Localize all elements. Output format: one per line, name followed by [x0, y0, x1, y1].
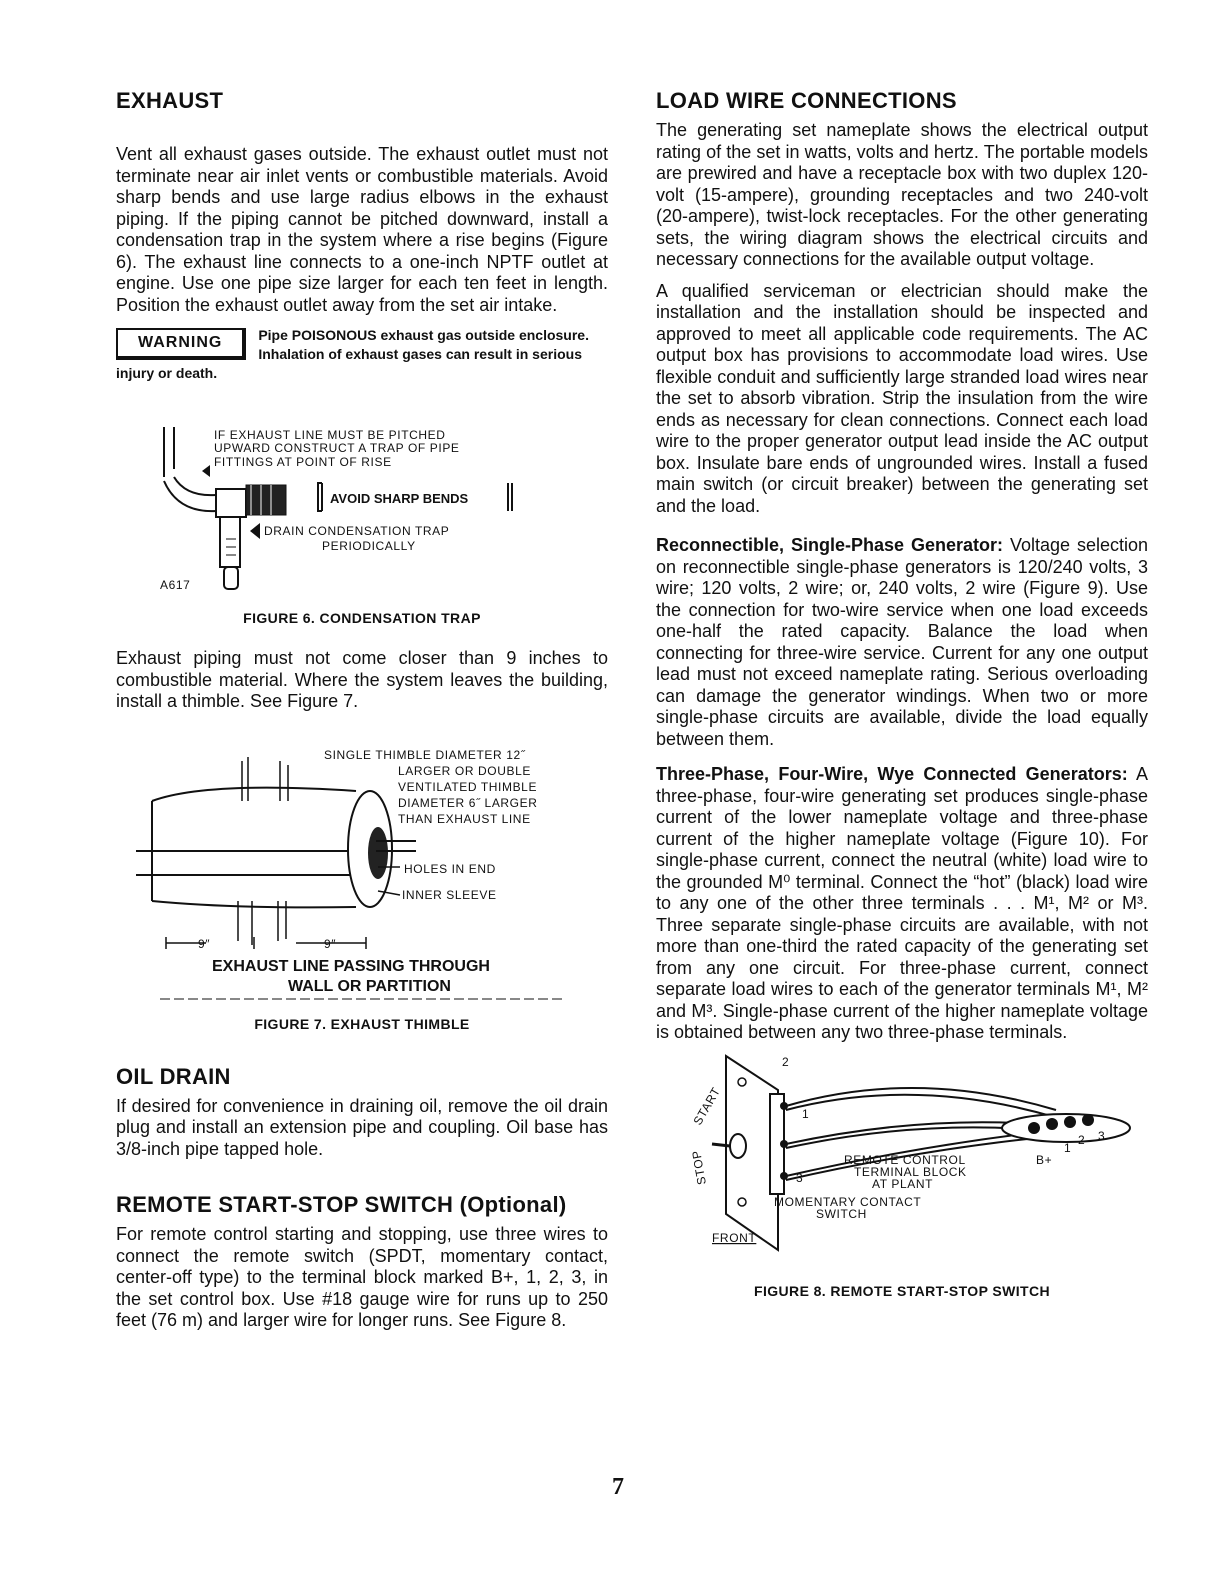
- page-number: 7: [612, 1474, 624, 1500]
- remote-start-stop-heading: REMOTE START-STOP SWITCH (Optional): [116, 1192, 567, 1217]
- single-phase-paragraph: [656, 535, 1148, 750]
- fig6-drain-2: PERIODICALLY: [322, 539, 416, 553]
- three-phase-paragraph: [656, 764, 1148, 1044]
- fig7-label-1: SINGLE THIMBLE DIAMETER 12˝: [324, 747, 526, 762]
- right-column: [656, 88, 1148, 1313]
- fig6-avoid-label: AVOID SHARP BENDS: [330, 491, 469, 506]
- fig8-rc-3: AT PLANT: [872, 1176, 934, 1191]
- load-paragraph-2: A qualified serviceman or electrician should make the installation and the installation should be inspected and approved to meet all applicable code requirements. The AC output box has provisions to accommodate load wires. Use flexible conduit and sufficiently large stranded load wires near the set to absorb vibration. Strip the insulation from the wire ends as necessary for clean connections. Connect each load wire to the proper generator output lead inside the AC output box. Insulate bare ends of ungrounded wires. Install a fused main switch (or circuit breaker) between the generating set and the load.: [656, 280, 1148, 516]
- fig8-rc-2: TERMINAL BLOCK: [854, 1164, 967, 1179]
- fig8-stop-label: STOP: [689, 1148, 709, 1186]
- fig8-term-1: 1: [1064, 1140, 1072, 1155]
- fig8-num-1: 1: [802, 1106, 810, 1121]
- three-phase-lead: Three-Phase, Four-Wire, Wye Connected Generators:: [656, 764, 1128, 784]
- fig8-term-3: 3: [1098, 1128, 1106, 1143]
- fig7-label-3: VENTILATED THIMBLE: [398, 779, 538, 794]
- exhaust-paragraph-2: Exhaust piping must not come closer than 9 inches to combustible material. Where the system leaves the building, install a thimble. See Figure 7.: [116, 648, 608, 711]
- exhaust-heading: EXHAUST: [116, 88, 224, 113]
- fig7-dim-left: 9″: [198, 936, 211, 951]
- fig8-mc-1: MOMENTARY CONTACT: [774, 1194, 922, 1209]
- fig6-label-2: UPWARD CONSTRUCT A TRAP OF PIPE: [214, 441, 460, 455]
- fig7-holes-label: HOLES IN END: [404, 861, 496, 876]
- warning-badge: WARNING: [116, 328, 246, 360]
- remote-switch-diagram: [656, 1054, 1148, 1264]
- fig8-bplus: B+: [1036, 1152, 1053, 1167]
- fig6-label-3: FITTINGS AT POINT OF RISE: [214, 455, 392, 469]
- fig8-term-2: 2: [1078, 1132, 1086, 1147]
- single-phase-lead: Reconnectible, Single-Phase Generator:: [656, 535, 1003, 555]
- fig8-mc-2: SWITCH: [816, 1206, 867, 1221]
- fig6-drain-1: DRAIN CONDENSATION TRAP: [264, 524, 450, 538]
- fig8-front-label: FRONT: [712, 1230, 757, 1245]
- fig6-code: A617: [160, 578, 191, 592]
- load-wire-heading: LOAD WIRE CONNECTIONS: [656, 88, 957, 113]
- figure-6-caption: FIGURE 6. CONDENSATION TRAP: [243, 610, 481, 626]
- exhaust-paragraph: Vent all exhaust gases outside. The exhaust outlet must not terminate near air inlet vents or combustible materials. Avoid sharp bends and use large radius elbows in the exhaust piping. If the piping cannot be pitched downward, install a condensation trap in the system where a rise begins (Figure 6). The exhaust line connects to a one-inch NPTF outlet at engine. Use one pipe size larger for each ten feet in length. Position the exhaust outlet away from the set air intake.: [116, 144, 608, 315]
- load-paragraph-1: The generating set nameplate shows the electrical output rating of the set in watts, volts and hertz. The portable models are prewired and have a receptacle box with two duplex 120-volt (15-ampere), grounding receptacles and two 240-volt (20-ampere), twist-lock receptacles. For the other generating sets, the wiring diagram shows the electrical circuits and necessary connections for the available output voltage.: [656, 120, 1148, 269]
- figure-8-caption: FIGURE 8. REMOTE START-STOP SWITCH: [754, 1282, 1050, 1299]
- fig7-label-2: LARGER OR DOUBLE: [398, 763, 531, 778]
- condensation-trap-diagram: [116, 419, 608, 599]
- warning-text: Pipe POISONOUS exhaust gas outside enclosure. Inhalation of exhaust gases can result in serious injury or death.: [116, 327, 589, 381]
- fig8-num-2: 2: [782, 1054, 790, 1069]
- fig7-title-1: EXHAUST LINE PASSING THROUGH: [212, 957, 490, 975]
- fig8-num-3: 3: [796, 1170, 804, 1185]
- exhaust-thimble-diagram: [116, 741, 608, 1001]
- fig7-dim-right: 9″: [324, 936, 337, 951]
- single-phase-text: Voltage selection on reconnectible single-phase generators is 120/240 volts, 3 wire; 120 volts, 2 wire; or, 240 volts, 2 wire (Figure 9). Use the connection for two-wire service when one load exceeds one-half the rated capacity. Balance the load when connecting for three-wire service. Current for any one output lead must not exceed nameplate rating. Serious overloading can damage the generator windings. When two or more single-phase circuits are available, divide the load equally between them.: [656, 535, 1148, 749]
- figure-7-caption: FIGURE 7. EXHAUST THIMBLE: [254, 1015, 470, 1032]
- fig8-start-label: START: [690, 1084, 724, 1127]
- left-column: [116, 88, 608, 1342]
- fig7-sleeve-label: INNER SLEEVE: [402, 887, 497, 902]
- fig8-rc-1: REMOTE CONTROL: [844, 1152, 966, 1167]
- figure-7: [116, 741, 608, 1032]
- figure-6: [116, 419, 608, 626]
- figure-8: [656, 1054, 1148, 1299]
- warning-box: [116, 326, 608, 383]
- oil-drain-heading: OIL DRAIN: [116, 1063, 231, 1089]
- fig7-label-4: DIAMETER 6˝ LARGER: [398, 795, 538, 810]
- oil-drain-paragraph: If desired for convenience in draining oil, remove the oil drain plug and install an extension pipe and coupling. Oil base has 3/8-inch pipe tapped hole.: [116, 1095, 608, 1159]
- fig6-label-1: IF EXHAUST LINE MUST BE PITCHED: [214, 428, 446, 442]
- fig7-title-2: WALL OR PARTITION: [288, 977, 451, 995]
- three-phase-text: A three-phase, four-wire generating set produces single-phase current of the lower nameplate voltage and three-phase current of the higher nameplate voltage (Figure 10). For single-phase current, connect the neutral (white) load wire to the grounded M⁰ terminal. Connect the “hot” (black) load wire to any one of the other three terminals . . . M¹, M² or M³. Three separate single-phase circuits are available, with not more than one-third the rated capacity of the generating set from any one circuit. For three-phase current, connect separate load wires to each of the generator terminals M¹, M² and M³. Single-phase current of the higher nameplate voltage is obtained between any two three-phase terminals.: [656, 764, 1149, 1042]
- fig7-label-5: THAN EXHAUST LINE: [398, 811, 531, 826]
- remote-start-stop-paragraph: For remote control starting and stopping, use three wires to connect the remote switch (SPDT, momentary contact, center-off type) to the terminal block marked B+, 1, 2, 3, in the set control box. Use #18 gauge wire for runs up to 250 feet (76 m) and larger wire for longer runs. See Figure 8.: [116, 1224, 608, 1330]
